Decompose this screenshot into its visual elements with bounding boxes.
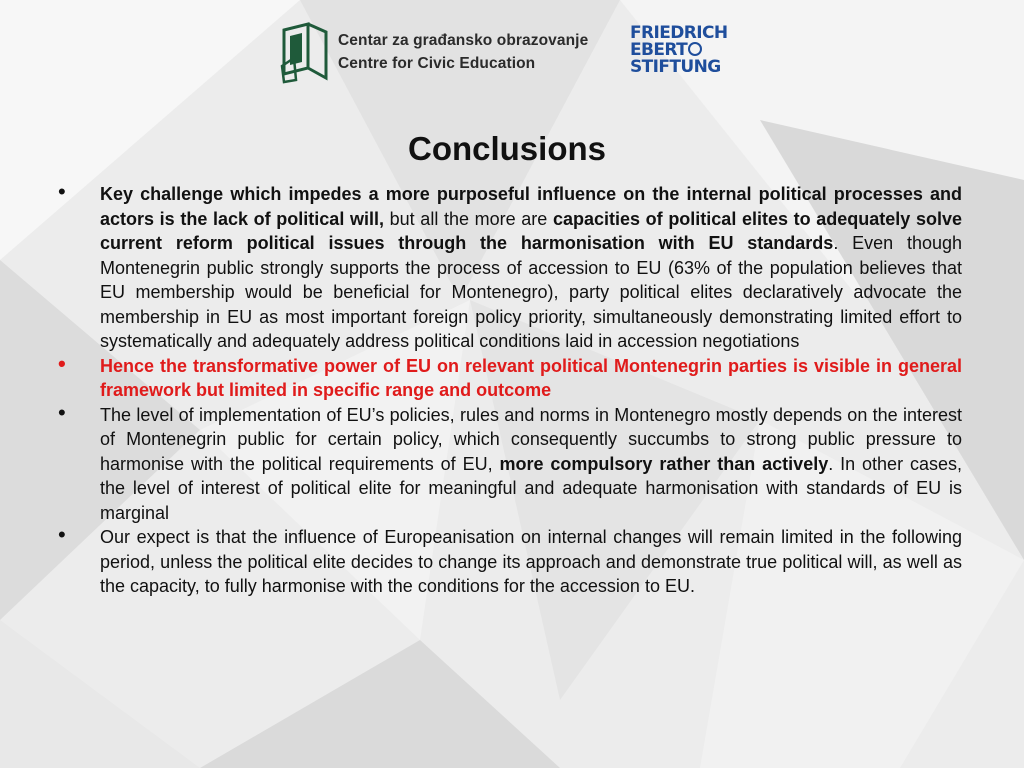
bullet-item (56, 522, 962, 599)
bullet-dot-icon: • (58, 399, 66, 425)
globe-icon (688, 42, 702, 56)
cce-logo (280, 22, 589, 84)
bullet-text-bold: Key challenge which impedes a more purposeful influence on the internal political processes and actors is the lack of political will, (100, 184, 962, 229)
bullet-item (56, 399, 962, 526)
bullet-text: . Even though Montenegrin public strongly supports the process of accession to EU (63% of the population believes that EU membership would be beneficial for Montenegro), party political elites declaratively advocate the membership in EU as most important foreign policy priority, simultaneously demonstrating limited effort to systematically and adequately address political conditions laid in accession negotiations (100, 233, 962, 351)
fes-logo-line-3: STIFTUNG (630, 57, 721, 77)
fes-logo (630, 25, 750, 85)
fes-logo-line-2: EBERT (630, 42, 750, 59)
bullet-text: . In other cases, the level of interest of political elite for meaningful and adequate harmonisation with standards of EU is marginal (100, 453, 962, 523)
header-logos (0, 0, 1024, 100)
bullet-text: but all the more are (383, 208, 553, 229)
bullet-text-bold: capacities of political elites to adequately solve current reform political issues through the harmonisation with EU standards (100, 208, 962, 253)
bullet-dot-icon: • (58, 179, 66, 204)
bullet-item (56, 350, 962, 403)
fes-logo-line-1: FRIEDRICH (630, 23, 728, 43)
bullet-dot-icon: • (58, 350, 66, 376)
bullet-dot-icon: • (58, 522, 66, 547)
bullet-text: The level of implementation of EU’s policies, rules and norms in Montenegro mostly depends on the interest of Montenegrin public for certain policy, which consequently succumbs to strong public pressure to harmonise with the political requirements of EU, (100, 404, 962, 474)
book-emblem-icon (280, 22, 330, 84)
cce-name-english: Centre for Civic Education (338, 55, 536, 72)
bullet-text: Our expect is that the influence of Europeanisation on internal changes will remain limited in the following period, unless the political elite decides to change its approach and demonstrate true political will, as well as the capacity, to fully harmonise with the conditions for the accession to EU. (100, 527, 962, 596)
conclusions-bullet-list (56, 179, 962, 599)
bullet-item (56, 179, 962, 354)
cce-name-local: Centar za građansko obrazovanje (338, 32, 589, 49)
bullet-text-bold: Hence the transformative power of EU on relevant political Montenegrin parties is visible in general framework but limited in specific range and outcome (100, 355, 962, 400)
slide-title: Conclusions (407, 130, 607, 167)
bullet-text-bold: more compulsory rather than actively (499, 453, 829, 474)
